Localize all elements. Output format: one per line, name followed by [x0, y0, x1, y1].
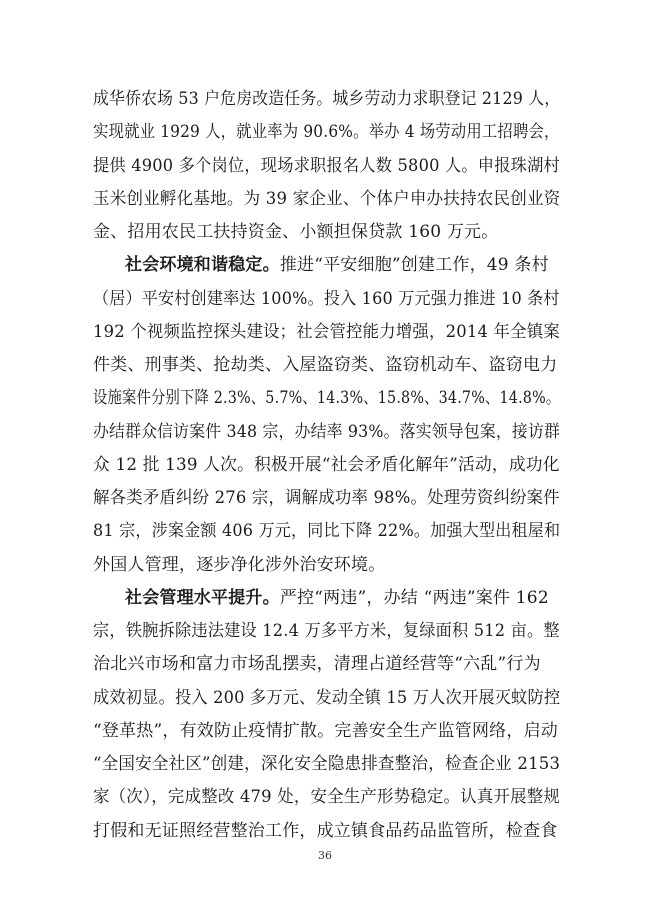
text-line: 件类、刑事类、抢劫类、入屋盗窃类、盗窃机动车、盗窃电力	[93, 355, 558, 375]
text-line: 外国人管理，逐步净化涉外治安环境。	[93, 555, 386, 575]
page-number: 36	[318, 849, 332, 862]
section-heading: 社会管理水平提升。	[125, 588, 280, 608]
text-line: 解各类矛盾纠纷 276 宗，调解成功率 98%。处理劳资纠纷案件	[93, 488, 560, 508]
section-heading: 社会环境和谐稳定。	[125, 255, 280, 275]
text-line: 宗，铁腕拆除违法建设 12.4 万多平方米，复绿面积 512 亩。整	[93, 621, 560, 641]
text-line: （居）平安村创建率达 100%。投入 160 万元强力推进 10 条村	[93, 289, 560, 309]
text-line: 打假和无证照经营整治工作，成立镇食品药品监管所，检查食	[93, 821, 558, 841]
text-line: 实现就业 1929 人，就业率为 90.6%。举办 4 场劳动用工招聘会，	[93, 122, 560, 142]
text-line: 81 宗，涉案金额 406 万元，同比下降 22%。加强大型出租屋和	[93, 521, 561, 541]
text-span: 推进“平安细胞”创建工作，49 条村	[279, 255, 549, 275]
text-line: 成效初显。投入 200 多万元、发动全镇 15 万人次开展灭蚊防控	[93, 688, 561, 708]
text-line: 设施案件分别下降 2.3%、5.7%、14.3%、15.8%、34.7%、14.8%。	[93, 388, 561, 408]
text-line: 众 12 批 139 人次。积极开展“社会矛盾化解年”活动，成功化	[93, 455, 560, 475]
text-line: 办结群众信访案件 348 宗，办结率 93%。落实领导包案，接访群	[93, 422, 561, 442]
text-line: 提供 4900 多个岗位，现场求职报名人数 5800 人。申报珠湖村	[93, 156, 560, 176]
text-line: 金、招用农民工扶持资金、小额担保贷款 160 万元。	[93, 222, 499, 242]
text-line: 成华侨农场 53 户危房改造任务。城乡劳动力求职登记 2129 人，	[93, 89, 561, 109]
paragraph-first-line	[125, 254, 560, 276]
text-line: “全国安全社区”创建，深化安全隐患排查整治，检查企业 2153	[93, 754, 561, 774]
text-span: 严控“两违”，办结 “两违”案件 162	[279, 588, 549, 608]
paragraph-first-line	[125, 587, 560, 609]
text-line: 治北兴市场和富力市场乱摆卖，清理占道经营等“六乱”行为	[93, 654, 541, 674]
text-line: 玉米创业孵化基地。为 39 家企业、个体户申办扶持农民创业资	[93, 189, 561, 209]
text-line: 家（次），完成整改 479 处，安全生产形势稳定。认真开展整规	[93, 787, 560, 807]
text-line: 192 个视频监控探头建设；社会管控能力增强，2014 年全镇案	[93, 322, 560, 342]
text-line: “登革热”，有效防止疫情扩散。完善安全生产监管网络，启动	[93, 721, 558, 741]
